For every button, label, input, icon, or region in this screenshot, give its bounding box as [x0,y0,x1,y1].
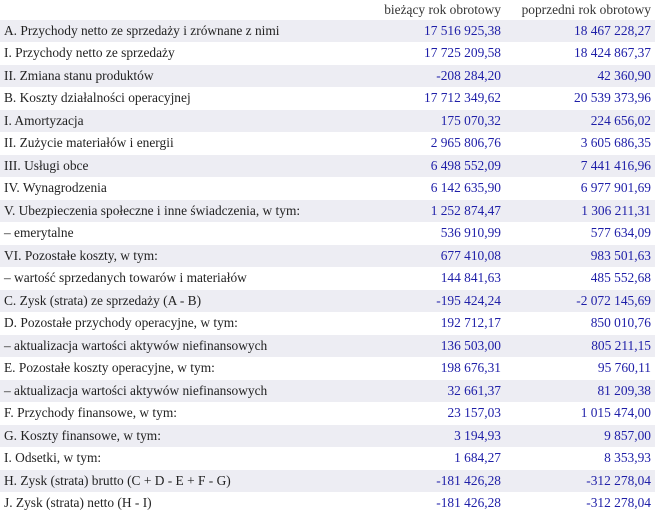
previous-year-value: 95 760,11 [505,357,655,380]
current-year-value: 144 841,63 [365,267,505,290]
previous-year-value: 1 306 211,31 [505,200,655,223]
current-year-value: -181 426,28 [365,492,505,515]
current-year-value: 32 661,37 [365,380,505,403]
previous-year-value: -312 278,04 [505,470,655,493]
table-row [0,42,655,65]
table-row [0,20,655,42]
table-row [0,87,655,110]
previous-year-value: 577 634,09 [505,222,655,245]
previous-year-value: 9 857,00 [505,425,655,448]
table-row [0,267,655,290]
table-row [0,110,655,133]
previous-year-value: 8 353,93 [505,447,655,470]
previous-year-column-header: poprzedni rok obrotowy [521,2,651,17]
row-label: – aktualizacja wartości aktywów niefinansowych [0,335,365,358]
table-row [0,402,655,425]
current-year-value: 1 252 874,47 [365,200,505,223]
previous-year-value: 850 010,76 [505,312,655,335]
current-year-value: 23 157,03 [365,402,505,425]
previous-year-value: 6 977 901,69 [505,177,655,200]
table-row [0,132,655,155]
current-year-value: 1 684,27 [365,447,505,470]
table-row [0,312,655,335]
row-label: IV. Wynagrodzenia [0,177,365,200]
row-label: – emerytalne [0,222,365,245]
current-year-value: -181 426,28 [365,470,505,493]
current-year-value: 2 965 806,76 [365,132,505,155]
row-label: II. Zmiana stanu produktów [0,65,365,88]
row-label: I. Przychody netto ze sprzedaży [0,42,365,65]
previous-year-value: -2 072 145,69 [505,290,655,313]
previous-year-value: 20 539 373,96 [505,87,655,110]
table-row [0,380,655,403]
current-year-value: 192 712,17 [365,312,505,335]
label-column-header [0,0,365,20]
previous-year-value: 18 424 867,37 [505,42,655,65]
row-label: – wartość sprzedanych towarów i materiałów [0,267,365,290]
table-row [0,492,655,515]
table-body [0,20,655,515]
current-year-value: -195 424,24 [365,290,505,313]
previous-year-value: 485 552,68 [505,267,655,290]
current-year-column-header: bieżący rok obrotowy [384,2,501,17]
table-row [0,155,655,178]
row-label: I. Odsetki, w tym: [0,447,365,470]
table-row [0,425,655,448]
previous-year-value: 805 211,15 [505,335,655,358]
table-row [0,245,655,268]
table-row [0,357,655,380]
row-label: C. Zysk (strata) ze sprzedaży (A - B) [0,290,365,313]
table-row [0,470,655,493]
current-year-value: 677 410,08 [365,245,505,268]
table-row [0,177,655,200]
row-label: B. Koszty działalności operacyjnej [0,87,365,110]
table-row [0,65,655,88]
current-year-value: 17 725 209,58 [365,42,505,65]
current-year-value: 6 142 635,90 [365,177,505,200]
row-label: F. Przychody finansowe, w tym: [0,402,365,425]
row-label: III. Usługi obce [0,155,365,178]
previous-year-value: 7 441 416,96 [505,155,655,178]
current-year-value: 198 676,31 [365,357,505,380]
current-year-value: 3 194,93 [365,425,505,448]
row-label: E. Pozostałe koszty operacyjne, w tym: [0,357,365,380]
table-row [0,200,655,223]
row-label: H. Zysk (strata) brutto (C + D - E + F - G) [0,470,365,493]
current-year-value: 17 712 349,62 [365,87,505,110]
table-row [0,335,655,358]
previous-year-value: 3 605 686,35 [505,132,655,155]
row-label: J. Zysk (strata) netto (H - I) [0,492,365,515]
current-year-value: -208 284,20 [365,65,505,88]
current-year-value: 17 516 925,38 [365,20,505,42]
row-label: G. Koszty finansowe, w tym: [0,425,365,448]
previous-year-value: 983 501,63 [505,245,655,268]
row-label: I. Amortyzacja [0,110,365,133]
current-year-value: 6 498 552,09 [365,155,505,178]
previous-year-value: 1 015 474,00 [505,402,655,425]
current-year-value: 175 070,32 [365,110,505,133]
row-label: VI. Pozostałe koszty, w tym: [0,245,365,268]
row-label: – aktualizacja wartości aktywów niefinansowych [0,380,365,403]
row-label: II. Zużycie materiałów i energii [0,132,365,155]
previous-year-value: 42 360,90 [505,65,655,88]
row-label: V. Ubezpieczenia społeczne i inne świadczenia, w tym: [0,200,365,223]
table-row [0,222,655,245]
row-label: A. Przychody netto ze sprzedaży i zrównane z nimi [0,20,365,42]
previous-year-value: 18 467 228,27 [505,20,655,42]
previous-year-value: -312 278,04 [505,492,655,515]
current-year-value: 536 910,99 [365,222,505,245]
table-row [0,447,655,470]
previous-year-value: 81 209,38 [505,380,655,403]
table-row [0,290,655,313]
header-row [0,0,655,20]
previous-year-value: 224 656,02 [505,110,655,133]
row-label: D. Pozostałe przychody operacyjne, w tym: [0,312,365,335]
current-year-value: 136 503,00 [365,335,505,358]
